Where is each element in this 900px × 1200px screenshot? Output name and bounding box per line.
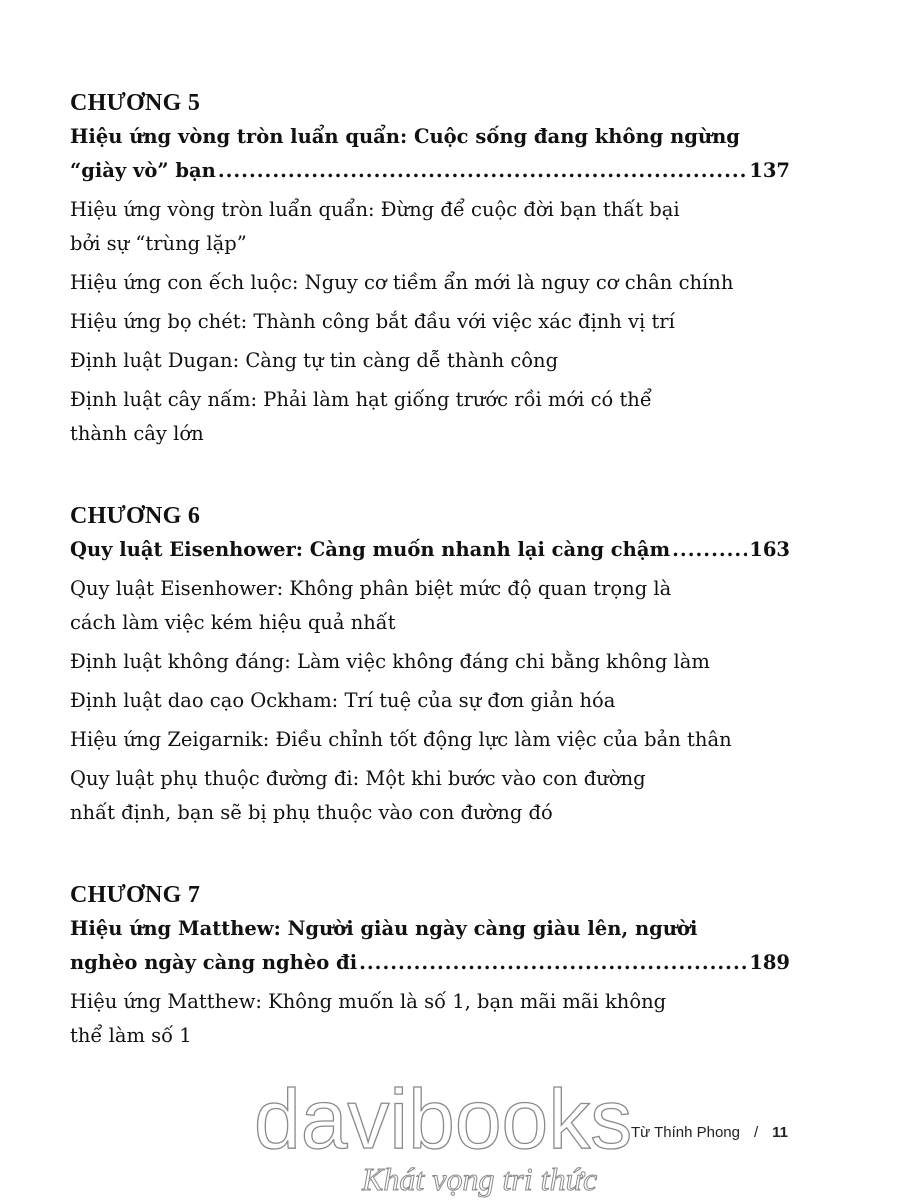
- section-entry: [70, 645, 790, 679]
- section-entry: [70, 305, 790, 339]
- watermark-slogan: Khát vọng tri thức: [362, 1161, 598, 1197]
- chapter-7: [70, 878, 790, 1053]
- chapter-page-number: 163: [749, 538, 790, 561]
- dot-leader: [359, 946, 747, 980]
- chapter-6: [70, 499, 790, 830]
- section-line: Hiệu ứng Zeigarnik: Điều chỉnh tốt động lực làm việc của bản thân: [70, 728, 732, 751]
- chapter-title-line: Hiệu ứng Matthew: Người giàu ngày càng giàu lên, người: [70, 917, 698, 940]
- section-line: Hiệu ứng vòng tròn luẩn quẩn: Đừng để cuộc đời bạn thất bại: [70, 198, 680, 221]
- chapter-title-leader-line: [70, 154, 790, 188]
- page-footer: [631, 1124, 788, 1141]
- section-line: Định luật Dugan: Càng tự tin càng dễ thành công: [70, 349, 559, 372]
- chapter-title: [70, 120, 790, 188]
- chapter-title-leader-line: [70, 946, 790, 980]
- section-entry: [70, 344, 790, 378]
- section-line: nhất định, bạn sẽ bị phụ thuộc vào con đường đó: [70, 801, 553, 824]
- chapter-title-line: Quy luật Eisenhower: Càng muốn nhanh lại càng chậm: [70, 538, 671, 561]
- chapter-title-line: “giày vò” bạn: [70, 159, 216, 182]
- footer-author: Từ Thính Phong: [630, 1124, 740, 1141]
- footer-separator: /: [753, 1124, 759, 1141]
- section-entry: [70, 383, 790, 451]
- section-entry: [70, 193, 790, 261]
- dot-leader: [672, 533, 747, 567]
- chapter-title: [70, 912, 790, 980]
- chapter-title: [70, 533, 790, 567]
- chapter-label: CHƯƠNG 7: [70, 882, 201, 908]
- section-line: Quy luật phụ thuộc đường đi: Một khi bước vào con đường: [70, 767, 646, 790]
- section-line: Định luật dao cạo Ockham: Trí tuệ của sự đơn giản hóa: [70, 689, 616, 712]
- dot-leader: [218, 154, 747, 188]
- section-line: Quy luật Eisenhower: Không phân biệt mức độ quan trọng là: [70, 577, 672, 600]
- section-entry: [70, 572, 790, 640]
- chapter-title-line: Hiệu ứng vòng tròn luẩn quẩn: Cuộc sống đang không ngừng: [70, 125, 740, 148]
- section-line: Hiệu ứng con ếch luộc: Nguy cơ tiềm ẩn mới là nguy cơ chân chính: [70, 271, 734, 294]
- footer-page-number: 11: [772, 1124, 788, 1141]
- section-line: thành cây lớn: [70, 422, 204, 445]
- section-line: thể làm số 1: [70, 1024, 192, 1047]
- section-line: Định luật cây nấm: Phải làm hạt giống trước rồi mới có thể: [70, 388, 652, 411]
- chapter-5: [70, 86, 790, 451]
- section-line: Hiệu ứng Matthew: Không muốn là số 1, bạn mãi mãi không: [70, 990, 667, 1013]
- section-entry: [70, 723, 790, 757]
- section-line: Hiệu ứng bọ chét: Thành công bắt đầu với việc xác định vị trí: [70, 310, 675, 333]
- davibooks-watermark-logo: [250, 1068, 670, 1200]
- chapter-title-line: nghèo ngày càng nghèo đi: [70, 951, 358, 974]
- chapter-title-leader-line: [70, 533, 790, 567]
- chapter-label: CHƯƠNG 6: [70, 503, 201, 529]
- chapter-page-number: 137: [749, 159, 790, 182]
- section-entry: [70, 684, 790, 718]
- watermark-brand: davibooks: [254, 1072, 633, 1166]
- section-line: cách làm việc kém hiệu quả nhất: [70, 611, 396, 634]
- section-line: bởi sự “trùng lặp”: [70, 232, 247, 255]
- chapter-label: CHƯƠNG 5: [70, 90, 201, 116]
- section-entry: [70, 762, 790, 830]
- chapter-page-number: 189: [749, 951, 790, 974]
- section-line: Định luật không đáng: Làm việc không đáng chi bằng không làm: [70, 650, 710, 673]
- section-entry: [70, 985, 790, 1053]
- section-entry: [70, 266, 790, 300]
